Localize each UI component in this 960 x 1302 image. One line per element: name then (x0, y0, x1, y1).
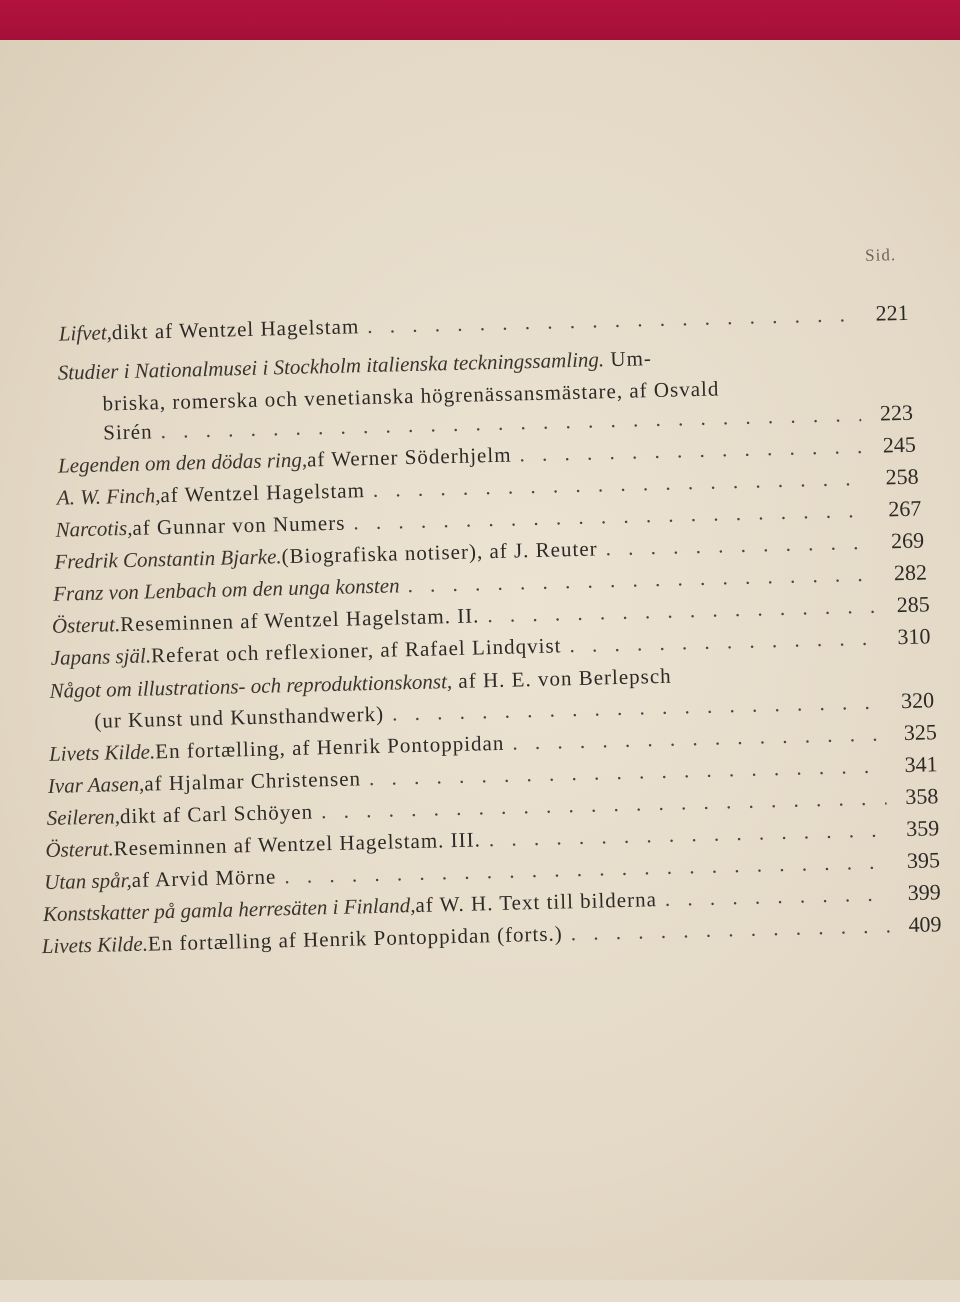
entry-author: af Hjalmar Christensen (143, 766, 362, 796)
entry-page: 359 (905, 815, 940, 842)
entry-page: 269 (890, 527, 925, 554)
leader-dots (512, 722, 885, 756)
entry-title: Fredrik Constantin Bjarke. (54, 544, 282, 574)
entry-author: af Werner Söderhjelm (306, 442, 512, 472)
entry-author: dikt af Wentzel Hagelstam (111, 314, 360, 345)
leader-dots (487, 594, 878, 629)
entry-title: Något om illustrations- och reproduktionskonst, (49, 669, 453, 703)
leader-dots (665, 881, 889, 911)
entry-title: Österut. (51, 612, 121, 638)
entry-page: 221 (875, 299, 909, 326)
entry-title: A. W. Finch, (56, 483, 161, 510)
table-of-contents (0, 39, 960, 1302)
entry-title: Japans själ. (50, 643, 152, 670)
entry-title: Utan spår, (43, 867, 133, 895)
entry-author: Sirén (102, 419, 153, 445)
entry-author: dikt af Carl Schöyen (119, 799, 314, 829)
entry-page: 341 (904, 751, 938, 778)
entry-page: 320 (900, 687, 935, 714)
entry-page: 282 (893, 559, 928, 586)
entry-author: (Biografiska notiser), af J. Reuter (281, 536, 598, 569)
entry-title: Studier i Nationalmusei i Stockholm italienska teckningssamling. (57, 347, 605, 385)
entry-page: 223 (879, 399, 914, 426)
entry-title: Livets Kilde. (41, 931, 149, 959)
entry-title: Seileren, (46, 804, 121, 831)
entry-page: 358 (905, 783, 939, 810)
entry-page: 258 (885, 463, 919, 490)
entry-title: Konstskatter på gamla herresäten i Finland, (42, 893, 416, 927)
leader-dots (605, 530, 872, 562)
entry-title: Österut. (45, 836, 114, 863)
entry-author: Referat och reflexioner, af Rafael Lindqvist (150, 633, 562, 668)
toc-entry (58, 300, 908, 351)
entry-author: af Gunnar von Numers (132, 510, 346, 540)
entry-author: af Wentzel Hagelstam (160, 478, 366, 508)
entry-continuation: briska, romerska och venetianska högrenässansmästare, af Osvald (102, 376, 720, 416)
entry-author: (ur Kunst und Kunsthandwerk) (93, 701, 385, 733)
entry-page: 310 (897, 623, 931, 650)
entry-title: Ivar Aasen, (47, 771, 145, 798)
entry-continuation: Um- (603, 346, 653, 372)
entry-author: Reseminnen af Wentzel Hagelstam. II. (119, 603, 480, 637)
entry-title: Lifvet, (58, 320, 113, 346)
leader-dots (569, 626, 879, 659)
leader-dots (392, 690, 883, 727)
leader-dots (519, 434, 864, 467)
entry-author: af Arvid Mörne (131, 864, 277, 892)
entry-page: 409 (908, 911, 942, 937)
entry-page: 267 (888, 495, 922, 522)
entry-author: En fortælling af Henrik Pontoppidan (forts.) (147, 921, 564, 956)
entry-author: En fortælling, af Henrik Pontoppidan (154, 730, 505, 764)
entry-continuation: af H. E. von Berlepsch (451, 663, 672, 694)
entry-title: Legenden om den dödas ring, (57, 447, 308, 478)
entry-page: 325 (903, 719, 938, 746)
entry-page: 285 (896, 591, 930, 618)
book-page (0, 40, 960, 1280)
page-column-header: Sid. (864, 245, 897, 265)
entry-page: 395 (906, 847, 941, 873)
leader-dots (367, 302, 857, 339)
entry-page: 399 (907, 879, 942, 905)
entry-title: Narcotis, (55, 515, 133, 542)
leader-dots (570, 913, 889, 946)
entry-author: Reseminnen af Wentzel Hagelstam. III. (113, 827, 482, 861)
entry-page: 245 (882, 431, 917, 458)
entry-title: Livets Kilde. (48, 739, 156, 766)
entry-author: af W. H. Text till bilderna (415, 887, 658, 918)
entry-title: Franz von Lenbach om den unga konsten (52, 573, 400, 606)
